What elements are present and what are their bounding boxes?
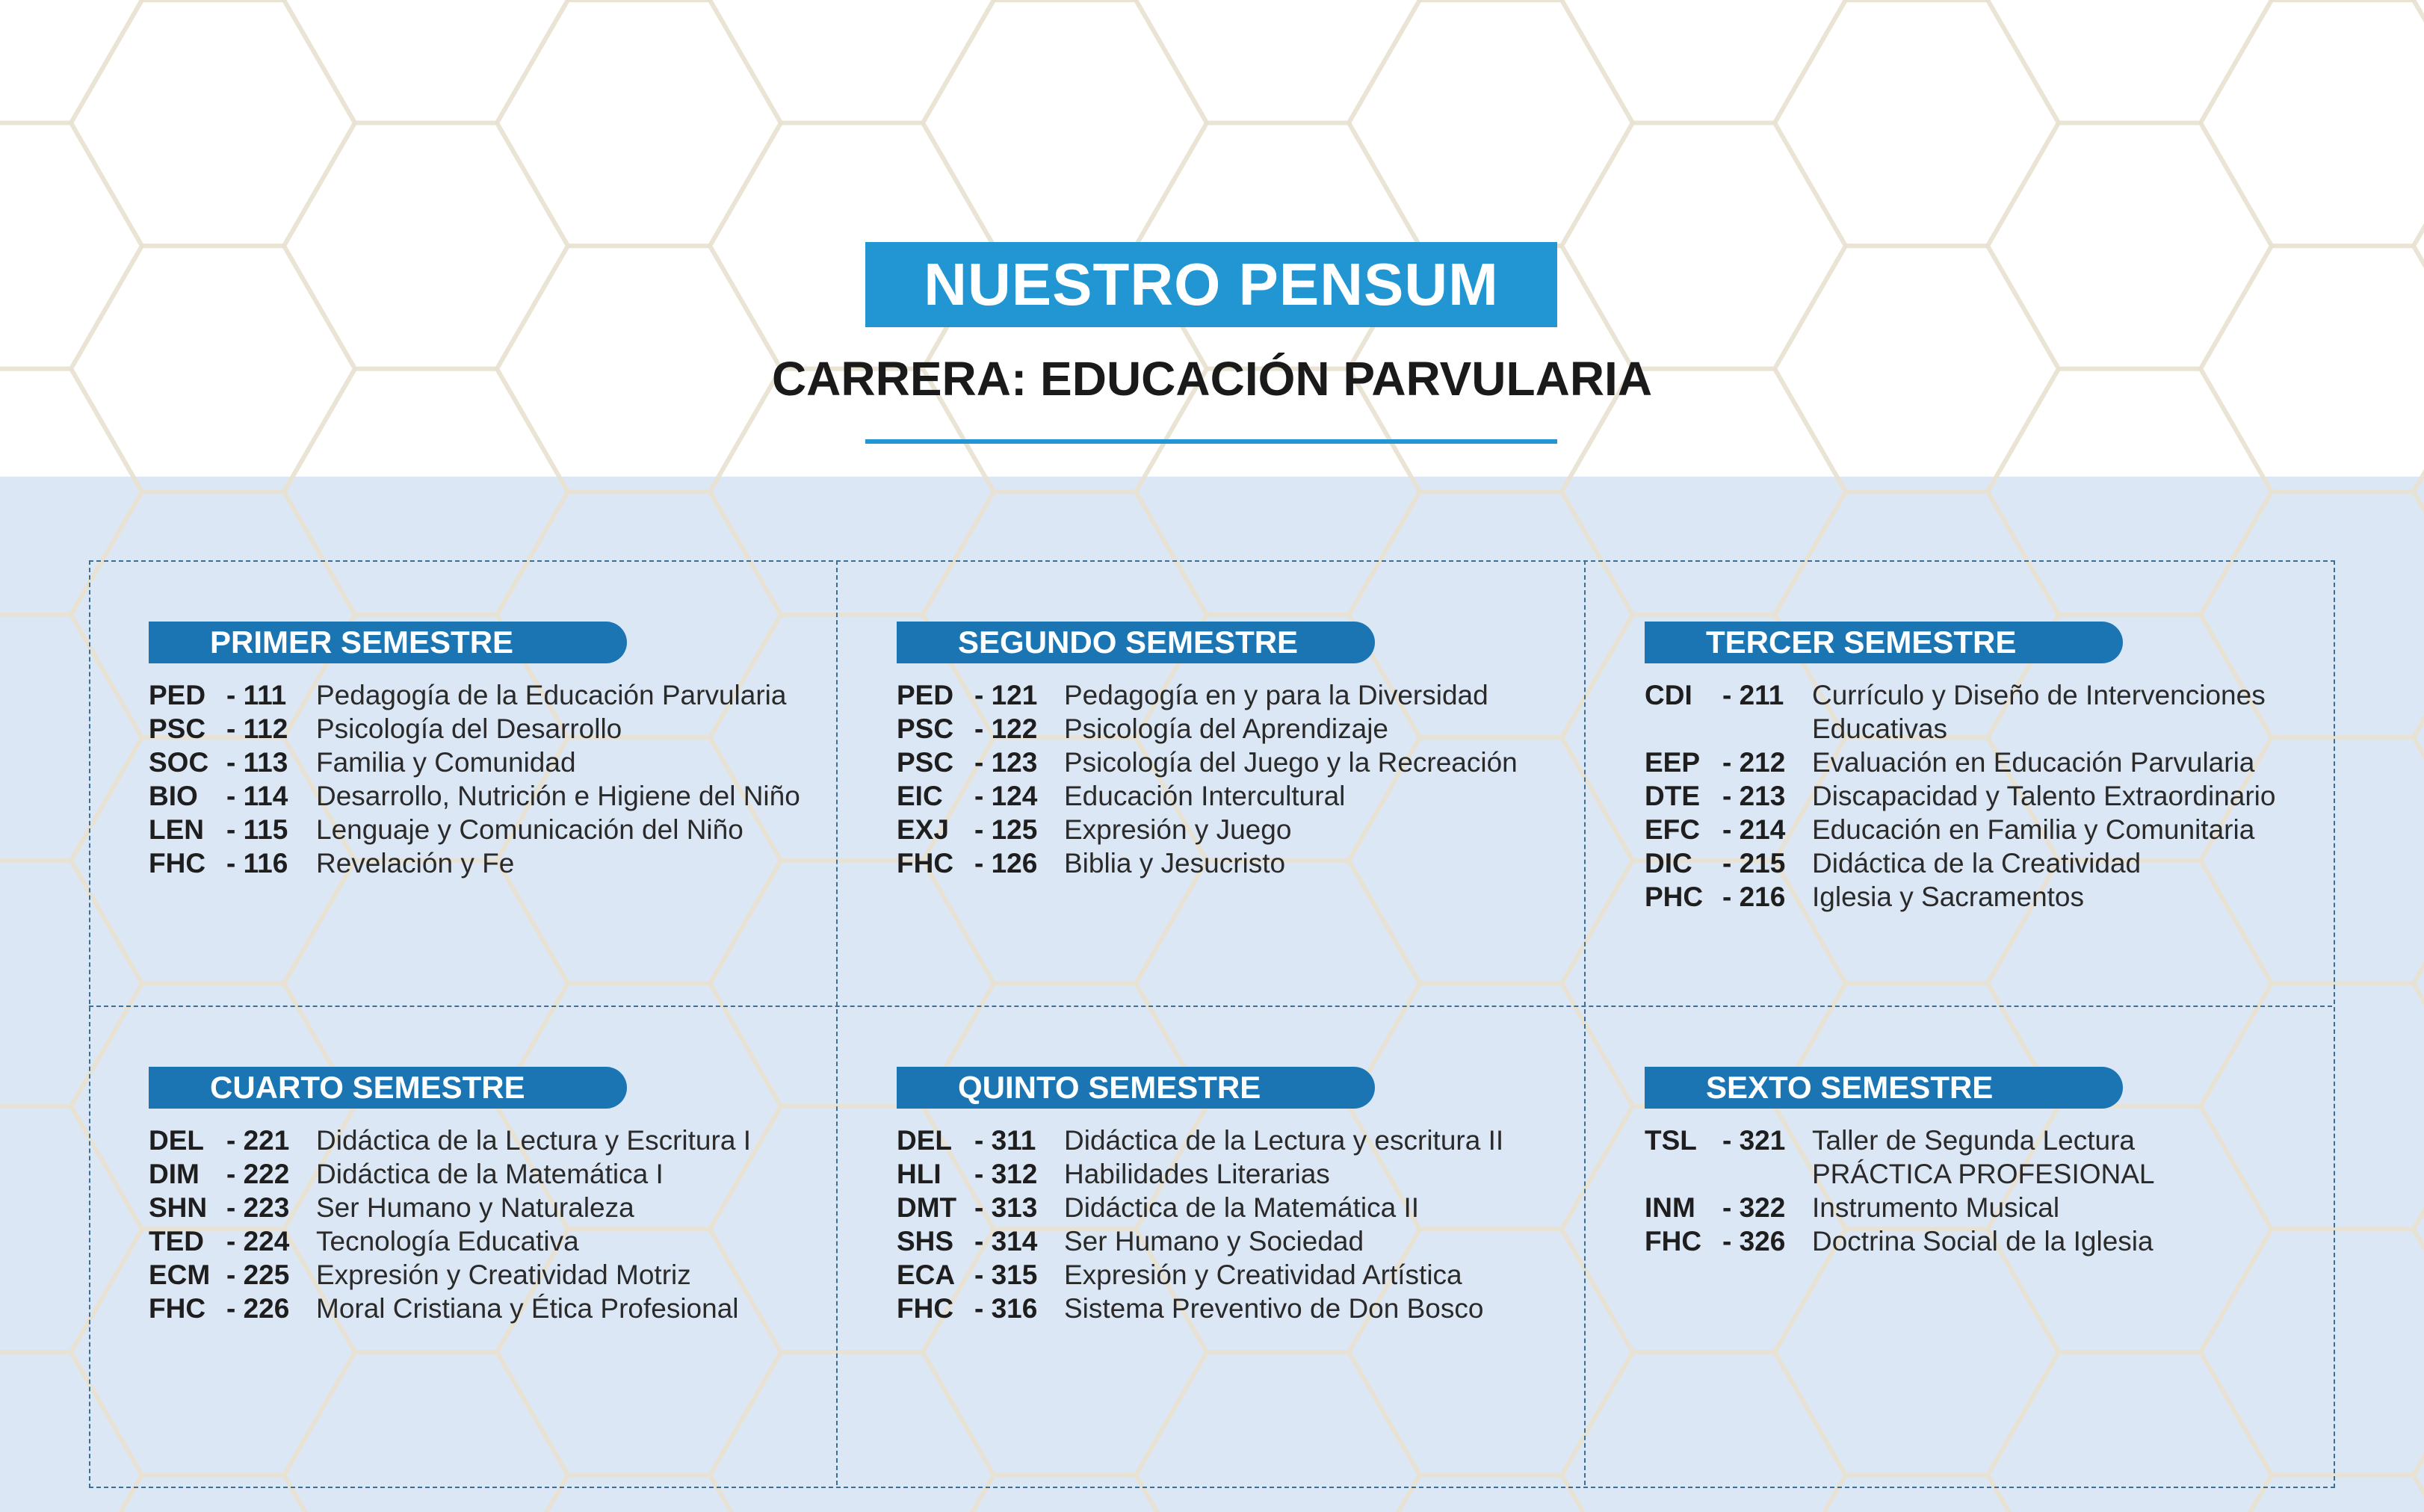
course-name: Pedagogía de la Educación Parvularia xyxy=(316,680,787,710)
course-name: Psicología del Juego y la Recreación xyxy=(1064,747,1518,778)
semester-title: TERCER SEMESTRE xyxy=(1645,622,2123,663)
course-row xyxy=(149,1258,851,1292)
course-number: - 223 xyxy=(226,1192,290,1223)
course-row xyxy=(897,1292,1599,1325)
course-code: HLI xyxy=(897,1159,942,1189)
course-number: - 311 xyxy=(974,1125,1036,1156)
course-name: Ser Humano y Naturaleza xyxy=(316,1192,634,1223)
course-code: DEL xyxy=(149,1125,204,1156)
course-code xyxy=(1645,1157,1722,1191)
course-row xyxy=(149,1124,851,1157)
course-name: Desarrollo, Nutrición e Higiene del Niño xyxy=(316,781,800,811)
course-number: - 224 xyxy=(226,1226,290,1257)
course-code: LEN xyxy=(149,814,204,845)
grid-divider-horizontal xyxy=(89,1006,2332,1007)
semester-title: SEGUNDO SEMESTRE xyxy=(897,622,1375,663)
course-name: Pedagogía en y para la Diversidad xyxy=(1064,680,1488,710)
course-row xyxy=(897,813,1599,846)
course-number: - 216 xyxy=(1722,882,1786,912)
course-row xyxy=(149,678,851,712)
course-code: PSC xyxy=(149,713,206,744)
course-number: - 313 xyxy=(974,1192,1038,1223)
course-name: Expresión y Juego xyxy=(1064,814,1292,845)
semester-block xyxy=(1645,1067,2347,1258)
course-list xyxy=(897,1124,1599,1325)
course-name: Didáctica de la Matemática I xyxy=(316,1159,664,1189)
course-number: - 121 xyxy=(974,680,1038,710)
course-row xyxy=(149,846,851,880)
course-number: - 112 xyxy=(226,713,288,744)
course-number: - 326 xyxy=(1722,1226,1786,1257)
course-code: DMT xyxy=(897,1192,957,1223)
course-row xyxy=(897,1124,1599,1157)
semester-title: CUARTO SEMESTRE xyxy=(149,1067,627,1109)
course-name: Moral Cristiana y Ética Profesional xyxy=(316,1293,739,1324)
course-code: EEP xyxy=(1645,747,1701,778)
course-name: Educación Intercultural xyxy=(1064,781,1346,811)
course-code: ECA xyxy=(897,1260,956,1290)
course-number: - 124 xyxy=(974,781,1038,811)
course-code: SOC xyxy=(149,747,209,778)
course-number: - 316 xyxy=(974,1293,1038,1324)
page-title: NUESTRO PENSUM xyxy=(865,242,1557,327)
course-name: Psicología del Aprendizaje xyxy=(1064,713,1389,744)
course-row xyxy=(1645,678,2347,712)
course-number: - 125 xyxy=(974,814,1038,845)
course-code: PHC xyxy=(1645,882,1704,912)
career-subtitle: CARRERA: EDUCACIÓN PARVULARIA xyxy=(771,352,1653,406)
course-name: Discapacidad y Talento Extraordinario xyxy=(1812,781,2276,811)
course-name: Psicología del Desarrollo xyxy=(316,713,622,744)
course-name: Ser Humano y Sociedad xyxy=(1064,1226,1364,1257)
course-row xyxy=(897,846,1599,880)
course-row xyxy=(149,1157,851,1191)
course-row xyxy=(1645,712,2347,746)
course-row xyxy=(897,1191,1599,1224)
course-name: Didáctica de la Creatividad xyxy=(1812,848,2142,879)
course-name: Instrumento Musical xyxy=(1812,1192,2060,1223)
course-number: - 315 xyxy=(974,1260,1038,1290)
course-code: DTE xyxy=(1645,781,1700,811)
course-code: CDI xyxy=(1645,680,1692,710)
course-code: PSC xyxy=(897,713,954,744)
course-name: Tecnología Educativa xyxy=(316,1226,579,1257)
course-number: - 222 xyxy=(226,1159,290,1189)
course-code: EXJ xyxy=(897,814,949,845)
course-list xyxy=(149,1124,851,1325)
course-code: PSC xyxy=(897,747,954,778)
semester-block xyxy=(1645,622,2347,914)
course-name: Evaluación en Educación Parvularia xyxy=(1812,747,2255,778)
course-code: PED xyxy=(897,680,954,710)
course-row xyxy=(149,813,851,846)
course-number xyxy=(1722,712,1812,746)
semester-block xyxy=(897,1067,1599,1325)
course-number: - 213 xyxy=(1722,781,1786,811)
course-code: PED xyxy=(149,680,206,710)
course-number xyxy=(1722,1157,1812,1191)
course-number: - 221 xyxy=(226,1125,290,1156)
course-row xyxy=(1645,1191,2347,1224)
course-number: - 211 xyxy=(1722,680,1784,710)
course-number: - 215 xyxy=(1722,848,1786,879)
course-row xyxy=(897,1157,1599,1191)
course-row xyxy=(1645,880,2347,914)
course-code: DIC xyxy=(1645,848,1692,879)
course-name: PRÁCTICA PROFESIONAL xyxy=(1812,1159,2155,1189)
semester-block xyxy=(149,1067,851,1325)
course-number: - 225 xyxy=(226,1260,290,1290)
course-row xyxy=(149,1292,851,1325)
course-name: Currículo y Diseño de Intervenciones xyxy=(1812,680,2266,710)
course-row xyxy=(1645,813,2347,846)
course-code: EFC xyxy=(1645,814,1700,845)
course-number: - 123 xyxy=(974,747,1038,778)
course-row xyxy=(149,779,851,813)
course-list xyxy=(149,678,851,880)
semester-title: QUINTO SEMESTRE xyxy=(897,1067,1375,1109)
course-name: Didáctica de la Matemática II xyxy=(1064,1192,1420,1223)
course-number: - 314 xyxy=(974,1226,1038,1257)
course-number: - 111 xyxy=(226,680,287,710)
semester-block xyxy=(149,622,851,880)
title-underline xyxy=(865,439,1557,444)
course-code: INM xyxy=(1645,1192,1695,1223)
course-name: Didáctica de la Lectura y escritura II xyxy=(1064,1125,1504,1156)
course-row xyxy=(149,746,851,779)
course-code: FHC xyxy=(149,848,206,879)
course-row xyxy=(1645,1124,2347,1157)
course-number: - 122 xyxy=(974,713,1038,744)
course-name: Doctrina Social de la Iglesia xyxy=(1812,1226,2154,1257)
course-row xyxy=(897,1224,1599,1258)
course-code: TED xyxy=(149,1226,204,1257)
course-number: - 214 xyxy=(1722,814,1786,845)
course-row xyxy=(1645,779,2347,813)
semester-block xyxy=(897,622,1599,880)
course-code: DEL xyxy=(897,1125,952,1156)
course-number: - 114 xyxy=(226,781,288,811)
course-row xyxy=(1645,1224,2347,1258)
course-number: - 113 xyxy=(226,747,288,778)
course-code: EIC xyxy=(897,781,943,811)
course-code: SHN xyxy=(149,1192,208,1223)
course-row xyxy=(1645,846,2347,880)
course-number: - 115 xyxy=(226,814,288,845)
semester-title: SEXTO SEMESTRE xyxy=(1645,1067,2123,1109)
course-code: TSL xyxy=(1645,1125,1697,1156)
course-number: - 226 xyxy=(226,1293,290,1324)
course-row xyxy=(897,1258,1599,1292)
course-name: Expresión y Creatividad Motriz xyxy=(316,1260,691,1290)
course-code: SHS xyxy=(897,1226,954,1257)
course-number: - 321 xyxy=(1722,1125,1786,1156)
semester-title: PRIMER SEMESTRE xyxy=(149,622,627,663)
course-row xyxy=(897,712,1599,746)
course-code: DIM xyxy=(149,1159,200,1189)
course-name: Educación en Familia y Comunitaria xyxy=(1812,814,2255,845)
course-code: FHC xyxy=(897,848,954,879)
course-name: Educativas xyxy=(1812,713,1947,744)
course-number: - 126 xyxy=(974,848,1038,879)
course-number: - 312 xyxy=(974,1159,1038,1189)
course-name: Habilidades Literarias xyxy=(1064,1159,1330,1189)
course-name: Iglesia y Sacramentos xyxy=(1812,882,2085,912)
course-code: FHC xyxy=(1645,1226,1702,1257)
course-number: - 212 xyxy=(1722,747,1786,778)
course-row xyxy=(1645,746,2347,779)
course-name: Lenguaje y Comunicación del Niño xyxy=(316,814,743,845)
course-list xyxy=(1645,678,2347,914)
course-name: Expresión y Creatividad Artística xyxy=(1064,1260,1462,1290)
course-row xyxy=(897,746,1599,779)
course-name: Sistema Preventivo de Don Bosco xyxy=(1064,1293,1484,1324)
course-name: Revelación y Fe xyxy=(316,848,515,879)
course-code: BIO xyxy=(149,781,198,811)
course-row xyxy=(149,712,851,746)
course-name: Taller de Segunda Lectura xyxy=(1812,1125,2135,1156)
course-code: ECM xyxy=(149,1260,211,1290)
course-number: - 322 xyxy=(1722,1192,1786,1223)
course-code: FHC xyxy=(149,1293,206,1324)
course-code: FHC xyxy=(897,1293,954,1324)
course-row xyxy=(1645,1157,2347,1191)
course-name: Didáctica de la Lectura y Escritura I xyxy=(316,1125,751,1156)
course-name: Biblia y Jesucristo xyxy=(1064,848,1286,879)
course-list xyxy=(1645,1124,2347,1258)
course-name: Familia y Comunidad xyxy=(316,747,576,778)
course-row xyxy=(897,779,1599,813)
course-row xyxy=(149,1224,851,1258)
course-list xyxy=(897,678,1599,880)
course-row xyxy=(149,1191,851,1224)
course-number: - 116 xyxy=(226,848,288,879)
course-code xyxy=(1645,712,1722,746)
course-row xyxy=(897,678,1599,712)
